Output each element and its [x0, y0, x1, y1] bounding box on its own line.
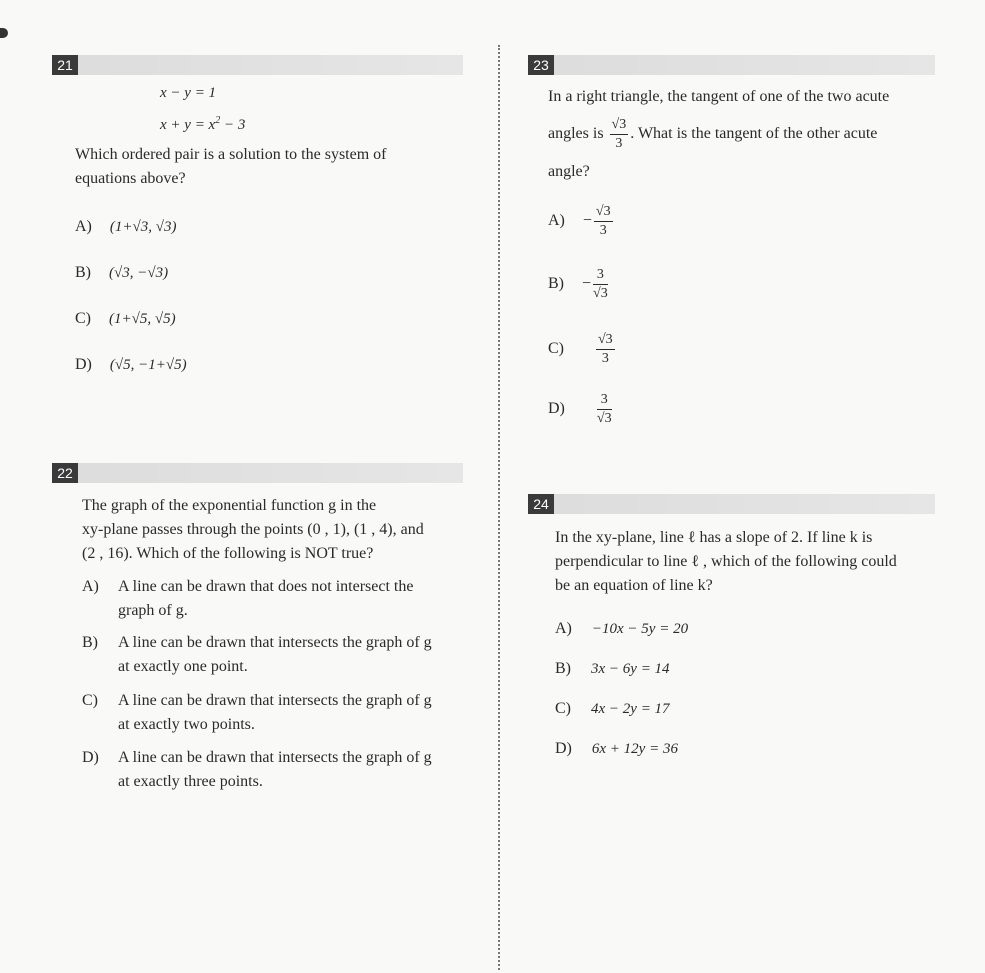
option-fraction — [594, 205, 613, 238]
option-letter: B) — [555, 660, 571, 677]
option-text-line1: A line can be drawn that intersects the graph of g — [118, 634, 432, 651]
q21-prompt-line2: equations above? — [75, 170, 186, 187]
option-sign: − — [582, 212, 592, 230]
option-fraction — [597, 393, 612, 426]
option-text-line1: A line can be drawn that intersects the graph of g — [118, 749, 432, 766]
q23-prompt-line2 — [548, 118, 877, 151]
option-letter: A) — [548, 212, 565, 230]
option-letter: C) — [75, 310, 91, 327]
q21-option-d[interactable] — [75, 352, 187, 378]
option-value: −10x − 5y = 20 — [591, 621, 689, 637]
q23-option-c[interactable] — [548, 333, 617, 366]
q21-number: 21 — [52, 55, 78, 75]
q22-option-b[interactable] — [82, 630, 432, 675]
q22-header-bar — [52, 463, 463, 483]
fraction-denominator: 3 — [601, 351, 609, 366]
option-letter: C) — [548, 340, 564, 358]
option-fraction — [596, 333, 615, 366]
q21-eq2-main: x + y = x — [160, 117, 216, 133]
option-text-line2: at exactly one point. — [118, 658, 248, 675]
q24-prompt-line2: perpendicular to line ℓ , which of the following could — [555, 553, 897, 570]
q24-option-c[interactable] — [555, 696, 670, 722]
q21-eq2-exponent: 2 — [215, 115, 221, 126]
fraction-denominator: 3 — [599, 223, 607, 238]
q22-prompt-line2: xy-plane passes through the points (0 , 1), (1 , 4), and — [82, 521, 424, 538]
option-letter: D) — [548, 400, 565, 418]
option-letter: C) — [82, 692, 98, 709]
fraction-numerator: √3 — [594, 205, 613, 222]
fraction-denominator: √3 — [596, 411, 612, 426]
option-value: 3x − 6y = 14 — [591, 661, 670, 677]
option-value: 4x − 2y = 17 — [591, 701, 670, 717]
q24-option-d[interactable] — [555, 736, 678, 762]
q21-equation-2 — [160, 108, 245, 138]
q23-prompt-line1: In a right triangle, the tangent of one of the two acute — [548, 88, 890, 105]
option-text-line1: A line can be drawn that intersects the graph of g — [118, 692, 432, 709]
option-letter: B) — [82, 634, 98, 651]
q23-prompt-text: angles is — [548, 125, 604, 143]
q23-prompt-fraction — [610, 118, 629, 151]
q24-number: 24 — [528, 494, 554, 514]
fraction-denominator: √3 — [593, 286, 608, 301]
q21-eq2-tail: − 3 — [220, 117, 246, 133]
option-text-line2: at exactly two points. — [118, 716, 255, 733]
option-letter: D) — [75, 356, 92, 373]
option-letter: C) — [555, 700, 571, 717]
q23-prompt-text-tail: . What is the tangent of the other acute — [630, 125, 878, 143]
q22-option-c[interactable] — [82, 688, 432, 733]
fraction-numerator: 3 — [597, 393, 612, 410]
option-letter: D) — [82, 749, 99, 766]
q21-prompt-line1: Which ordered pair is a solution to the system of — [75, 146, 387, 163]
option-fraction — [593, 268, 608, 301]
option-value: (√5, −1+√5) — [109, 357, 187, 373]
q22-option-d[interactable] — [82, 745, 432, 790]
q24-prompt-line3: be an equation of line k? — [555, 577, 713, 594]
option-text-line2: at exactly three points. — [118, 773, 263, 790]
q24-option-b[interactable] — [555, 656, 670, 682]
q21-equation-1: x − y = 1 — [160, 85, 217, 101]
q22-prompt-line3: (2 , 16). Which of the following is NOT true? — [82, 545, 374, 562]
option-value: 6x + 12y = 36 — [591, 741, 678, 757]
q23-number: 23 — [528, 55, 554, 75]
q21-option-a[interactable] — [75, 214, 176, 240]
q23-option-d[interactable] — [548, 393, 614, 426]
q24-option-a[interactable] — [555, 616, 688, 642]
option-letter: D) — [555, 740, 572, 757]
q21-header-bar — [52, 55, 463, 75]
fraction-denominator: 3 — [615, 136, 623, 151]
option-text-line1: A line can be drawn that does not intersect the — [118, 578, 414, 595]
option-text-line2: graph of g. — [118, 602, 188, 619]
fraction-numerator: √3 — [596, 333, 615, 350]
q22-option-a[interactable] — [82, 574, 414, 619]
option-sign: − — [582, 275, 592, 293]
fraction-numerator: √3 — [610, 118, 629, 135]
q23-option-a[interactable] — [548, 205, 615, 238]
fraction-numerator: 3 — [593, 268, 608, 285]
q23-prompt-line3: angle? — [548, 163, 590, 180]
page-edge-mark — [0, 28, 8, 38]
option-value: (√3, −√3) — [109, 265, 169, 281]
q21-option-b[interactable] — [75, 260, 168, 286]
option-letter: B) — [548, 275, 564, 293]
q22-prompt-line1: The graph of the exponential function g in the — [82, 497, 377, 514]
q23-option-b[interactable] — [548, 268, 610, 301]
q22-number: 22 — [52, 463, 78, 483]
q23-header-bar — [528, 55, 935, 75]
option-letter: B) — [75, 264, 91, 281]
option-value: (1+√5, √5) — [109, 311, 176, 327]
option-letter: A) — [82, 578, 99, 595]
q24-prompt-line1: In the xy-plane, line ℓ has a slope of 2. If line k is — [555, 529, 873, 546]
column-divider — [498, 45, 500, 970]
q24-header-bar — [528, 494, 935, 514]
q21-option-c[interactable] — [75, 306, 176, 332]
option-letter: A) — [555, 620, 572, 637]
option-letter: A) — [75, 218, 92, 235]
option-value: (1+√3, √3) — [109, 219, 177, 235]
